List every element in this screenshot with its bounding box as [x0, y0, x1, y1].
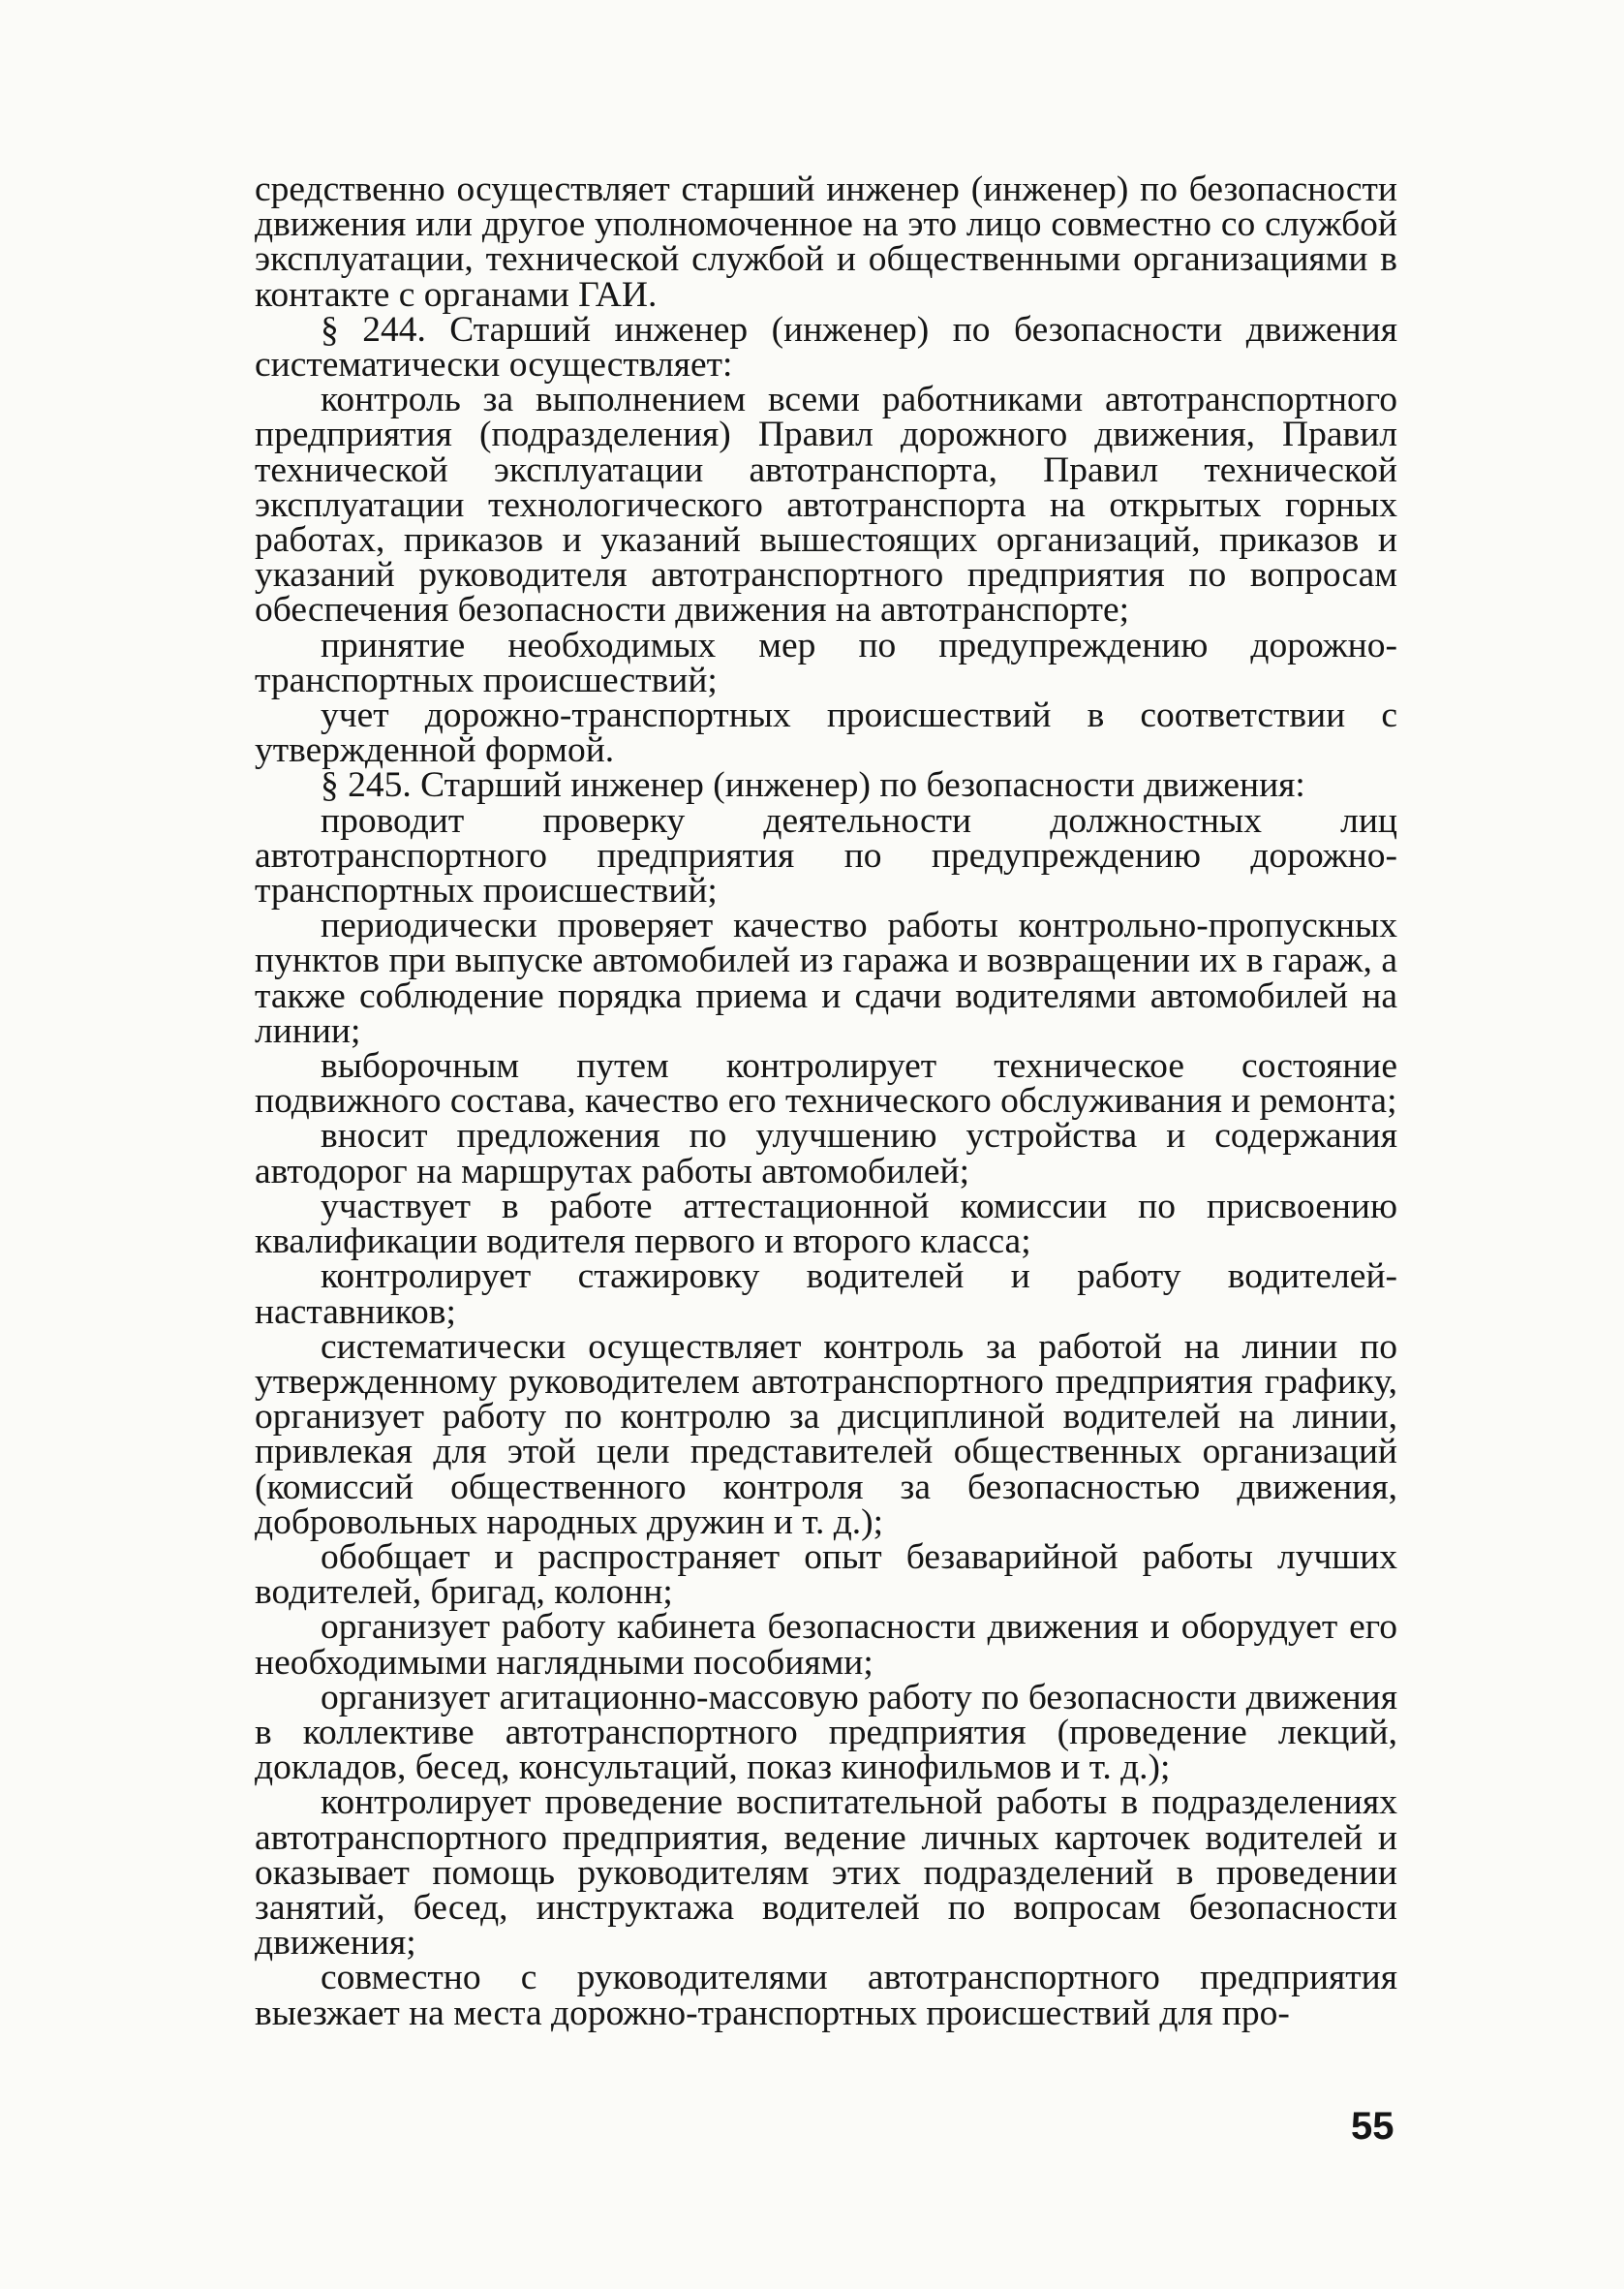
section-245-heading: § 245. Старший инженер (инженер) по безопасности движения:: [321, 765, 1305, 806]
section-244-heading: § 244. Старший инженер (инженер) по безопасности движения систематически осуществляет:: [255, 309, 1397, 386]
page-number: 55: [1351, 2105, 1394, 2148]
paragraph: принятие необходимых мер по предупреждению дорожно-транспортных происшествий;: [255, 625, 1397, 700]
page-text-column: [255, 172, 1397, 2031]
paragraph: средственно осуществляет старший инженер (инженер) по безопасности движения или другое уполномоченное на это лицо совместно со службой эксплуатации, технической службой и общественными организациями в контакте с органами ГАИ.: [255, 170, 1397, 315]
paragraph: совместно с руководителями автотранспортного предприятия выезжает на места дорожно-транспортных происшествий для про-: [255, 1958, 1397, 2033]
paragraph: учет дорожно-транспортных происшествий в соответствии с утвержденной формой.: [255, 696, 1397, 771]
paragraph: проводит проверку деятельности должностных лиц автотранспортного предприятия по предупреждению дорожно-транспортных происшествий;: [255, 800, 1397, 912]
paragraph: организует работу кабинета безопасности движения и оборудует его необходимыми наглядными пособиями;: [255, 1607, 1397, 1683]
paragraph: выборочным путем контролирует техническое состояние подвижного состава, качество его технического обслуживания и ремонта;: [255, 1046, 1397, 1122]
paragraph: контролирует проведение воспитательной работы в подразделениях автотранспортного предприятия, ведение личных карточек водителей и оказывает помощь руководителям этих подразделений в проведении занятий, бесед, инструктажа водителей по вопросам безопасности движения;: [255, 1782, 1397, 1964]
paragraph: периодически проверяет качество работы контрольно-пропускных пунктов при выпуске автомобилей из гаража и возвращении их в гараж, а также соблюдение порядка приема и сдачи водителями автомобилей на линии;: [255, 906, 1397, 1051]
paragraph: контролирует стажировку водителей и работу водителей-наставников;: [255, 1256, 1397, 1332]
paragraph: обобщает и распространяет опыт безаварийной работы лучших водителей, бригад, колонн;: [255, 1536, 1397, 1613]
paragraph: участвует в работе аттестационной комиссии по присвоению квалификации водителя первого и второго класса;: [255, 1186, 1397, 1262]
paragraph: организует агитационно-массовую работу по безопасности движения в коллективе автотранспортного предприятия (проведение лекций, докладов, бесед, консультаций, показ кинофильмов и т. д.);: [255, 1677, 1397, 1788]
paragraph: систематически осуществляет контроль за работой на линии по утвержденному руководителем автотранспортного предприятия графику, организует работу по контролю за дисциплиной водителей на линии, привлекая для этой цели представителей общественных организаций (комиссий общественного контроля за безопасностью движения, добровольных народных дружин и т. д.);: [255, 1326, 1397, 1542]
paragraph: вносит предложения по улучшению устройства и содержания автодорог на маршрутах работы автомобилей;: [255, 1116, 1397, 1191]
paragraph: контроль за выполнением всеми работниками автотранспортного предприятия (подразделения) Правил дорожного движения, Правил технической эксплуатации автотранспорта, Правил технической эксплуатации технологического автотранспорта на открытых горных работах, приказов и указаний вышестоящих организаций, приказов и указаний руководителя автотранспортного предприятия по вопросам обеспечения безопасности движения на автотранспорте;: [255, 380, 1397, 631]
